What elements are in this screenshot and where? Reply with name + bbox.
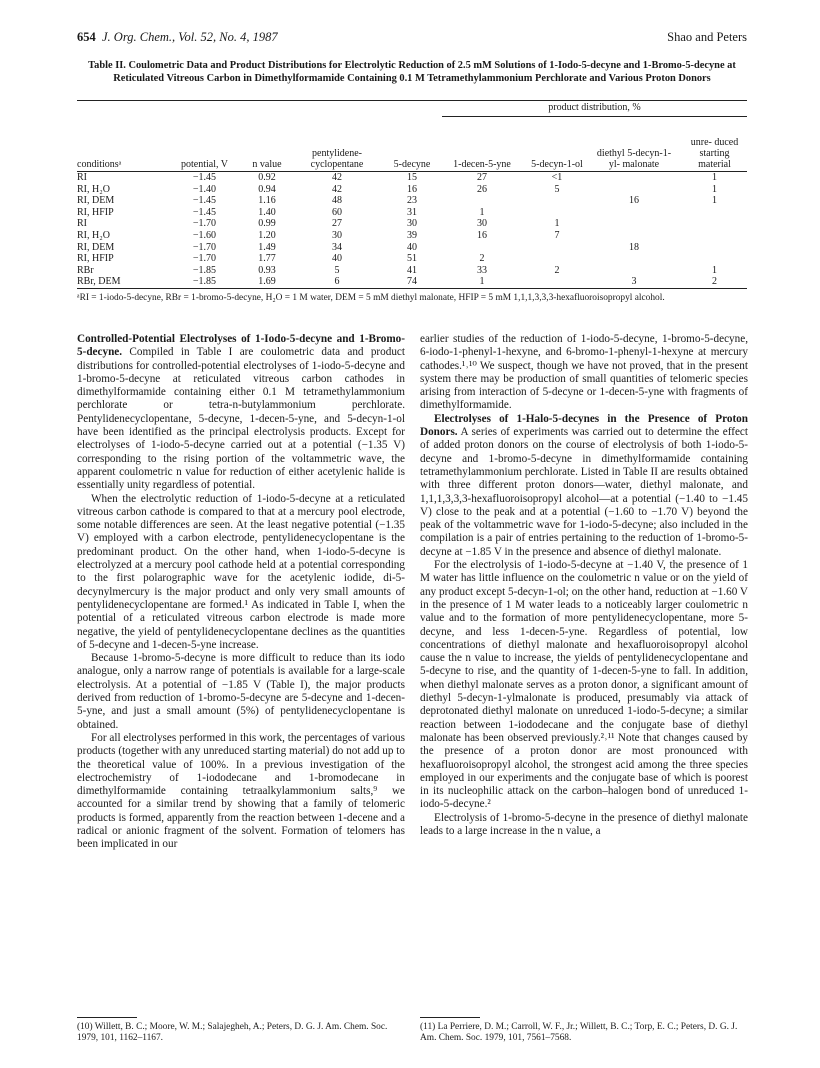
- table-cell: 18: [629, 241, 639, 253]
- section-heading: Controlled-Potential Electrolyses of 1-Iodo-5-decyne and 1-Bromo-5-decyne.: [77, 333, 405, 359]
- table-cell: 6: [334, 276, 340, 288]
- table-cell: RBr, DEM: [77, 276, 121, 288]
- paragraph: [420, 413, 748, 559]
- col-header-text: 1-decen-5-yne: [453, 159, 511, 170]
- table-row: [77, 253, 747, 265]
- table-cell: RI, DEM: [77, 241, 115, 253]
- table-cell: 7: [554, 229, 560, 241]
- table-cell: 51: [407, 253, 417, 265]
- table-cell: 3: [631, 276, 637, 288]
- paragraph: Electrolysis of 1-bromo-5-decyne in the presence of diethyl malonate leads to a large increase in the n value, a: [420, 811, 748, 837]
- table-cell: 1: [712, 183, 717, 195]
- reference-10: (10) Willett, B. C.; Moore, W. M.; Salajegheh, A.; Peters, D. G. J. Am. Chem. Soc. 1979, 101, 1162–1167.: [77, 1022, 388, 1043]
- table-cell: 41: [407, 264, 417, 276]
- table-row: [77, 184, 747, 196]
- table-cell: 26: [477, 183, 487, 195]
- table-cell: 74: [407, 276, 417, 288]
- table-cell: 0.99: [258, 218, 276, 230]
- table-cell: −1.85: [192, 276, 217, 288]
- table-cell: 27: [332, 218, 342, 230]
- col-header-text: 5-decyne: [393, 159, 431, 170]
- table-cell: 1: [712, 195, 717, 207]
- table-cell: 1: [712, 264, 717, 276]
- journal-citation: J. Org. Chem., Vol. 52, No. 4, 1987: [102, 30, 278, 44]
- table-cell: 33: [477, 264, 487, 276]
- body-column-left: [77, 333, 405, 852]
- table-cell: 0.94: [258, 183, 276, 195]
- col-header-n-value: [242, 118, 292, 170]
- col-header-unreduced: [682, 118, 747, 170]
- table-cell: 40: [332, 253, 342, 265]
- table-body: [77, 172, 747, 288]
- footnote-rule-right: [420, 1017, 480, 1018]
- table-cell: 5: [334, 264, 340, 276]
- group-header: product distribution, %: [548, 102, 641, 113]
- paragraph: earlier studies of the reduction of 1-iodo-5-decyne, 1-bromo-5-decyne, 6-iodo-1-phenyl-1-hexyne, and 6-bromo-1-phenyl-1-hexyne at mercury cathodes.¹˒¹⁰ We suspect, though we have not proved, that in the present system there may be production of small quantities of telomeric species arising from interaction of 5-decyne or 1-decen-5-yne with fragments of dimethylformamide.: [420, 333, 748, 412]
- table-cell: 1.20: [258, 229, 276, 241]
- table-row: [77, 276, 747, 288]
- running-head-left: [77, 30, 278, 45]
- col-header-text: n value: [252, 159, 282, 170]
- table-cell: 16: [477, 229, 487, 241]
- table-cell: RI, H₂O: [77, 183, 110, 195]
- table-cell: 39: [407, 229, 417, 241]
- table-row: [77, 265, 747, 277]
- table-cell: RI, DEM: [77, 195, 115, 207]
- col-header-text: 5-decyn-1-ol: [531, 159, 583, 170]
- table-cell: 5: [554, 183, 560, 195]
- table-cell: 48: [332, 195, 342, 207]
- table-row: [77, 218, 747, 230]
- table-cell: −1.45: [192, 172, 217, 183]
- body-column-right: [420, 333, 748, 838]
- table-cell: RBr: [77, 264, 94, 276]
- col-header-5-decyn-1-ol: [522, 118, 592, 170]
- table-cell: 34: [332, 241, 342, 253]
- table-cell: 1: [479, 206, 485, 218]
- reference-11: (11) La Perriere, D. M.; Carroll, W. F., Jr.; Willett, B. C.; Torp, E. C.; Peters, D. G. J. Am. Chem. Soc. 1979, 101, 7561–7568.: [420, 1022, 738, 1043]
- table-cell: 16: [407, 183, 417, 195]
- table-cell: −1.45: [192, 195, 217, 207]
- table-cell: 30: [407, 218, 417, 230]
- col-header-text: pentylidene- cyclopentane: [310, 148, 364, 170]
- table-cell: 0.93: [258, 264, 276, 276]
- table-cell: 15: [407, 172, 417, 183]
- table-row: [77, 172, 747, 184]
- table-row: [77, 207, 747, 219]
- col-header-text: conditionsᵃ: [77, 159, 122, 170]
- paragraph: [77, 333, 405, 493]
- table-bottom-rule: [77, 288, 747, 289]
- table-cell: 2: [554, 264, 560, 276]
- table-cell: 1: [479, 276, 485, 288]
- table-cell: −1.40: [192, 183, 217, 195]
- table-cell: 23: [407, 195, 417, 207]
- col-header-5-decyne: [382, 118, 442, 170]
- table-cell: 0.92: [258, 172, 276, 183]
- col-header-text: potential, V: [180, 159, 229, 170]
- col-header-text: diethyl 5-decyn-1-yl- malonate: [596, 148, 672, 170]
- col-header-potential: [167, 118, 242, 170]
- col-header-1-decen-5-yne: [442, 118, 522, 170]
- table-top-rule: [77, 100, 747, 101]
- col-header-conditions: [77, 118, 167, 170]
- table-cell: 1.40: [258, 206, 276, 218]
- table-caption: Table II. Coulometric Data and Product Distributions for Electrolytic Reduction of 2.5 mM Solutions of 1-Iodo-5-decyne and 1-Bromo-5-decyne at Reticulated Vitreous Carbon in Dimethylformamide Containing 0.1 M Tetramethylammonium Perchlorate and Various Proton Donors: [88, 60, 736, 84]
- running-head-authors: Shao and Peters: [667, 30, 747, 44]
- table-cell: 1.16: [258, 195, 276, 207]
- paragraph: For all electrolyses performed in this work, the percentages of various products (together with any unreduced starting material) do not add up to the theoretical value of 100%. In a previous investigation of the electrochemistry of 1-iododecane and 1-bromodecane in dimethylformamide containing tetraalkylammonium salts,⁹ we accounted for a similar trend by showing that a family of telomeric products is formed, apparently from the reaction between 1-decene and a radical or anionic fragment of the solvent. Formation of telomers has been implicated in our: [77, 731, 405, 851]
- group-header-rule: [442, 116, 747, 117]
- table-row: [77, 242, 747, 254]
- table-cell: 1.49: [258, 241, 276, 253]
- table-cell: 27: [477, 172, 487, 183]
- col-header-diethyl-malonate: [594, 118, 674, 170]
- table-cell: −1.70: [192, 253, 217, 265]
- table-row: [77, 230, 747, 242]
- page-number: 654: [77, 30, 96, 44]
- table-cell: 2: [712, 276, 717, 288]
- table-cell: 1.77: [258, 253, 276, 265]
- table-cell: 30: [477, 218, 487, 230]
- col-header-text: unre- duced starting material: [690, 137, 739, 170]
- table-cell: −1.60: [192, 229, 217, 241]
- table-cell: 42: [332, 172, 342, 183]
- table-cell: 42: [332, 183, 342, 195]
- paragraph: For the electrolysis of 1-iodo-5-decyne at −1.40 V, the presence of 1 M water has little influence on the coulometric n value or on the yield of any product except 5-decyn-1-ol; on the other hand, reduction at −1.60 V in the presence of 1 M water leads to a noticeably larger coulometric n value and to the formation of more pentylidenecyclopentane, more 5-decyne, and less 1-decen-5-yne. Regardless of potential, low concentrations of diethyl malonate and hexafluoroisopropyl alcohol cause the n value to increase, the yields of pentylidenecyclopentane and 5-decyne to rise, and the quantity of 1-decen-5-yne to fall. In addition, when diethyl malonate serves as a proton donor, a significant amount of diethyl 5-decyn-1-ylmalonate is produced, presumably via attack of deprotonated diethyl malonate on unreduced 1-iodo-5-decyne; a similar reaction between 1-iododecane and the conjugate base of diethyl malonate has been observed previously.²˒¹¹ Note that changes caused by the presence of a proton donor are most pronounced with hexafluoroisopropyl alcohol, the strongest acid among the three species employed in our experiments and the conjugate base of which is poorest in its nucleophilic attack on the carbon–halogen bond of unreduced 1-iodo-5-decyne.²: [420, 559, 748, 811]
- table-cell: −1.85: [192, 264, 217, 276]
- table-cell: RI, HFIP: [77, 253, 114, 265]
- table-cell: RI, H₂O: [77, 229, 110, 241]
- table-cell: 16: [629, 195, 639, 207]
- paragraph-text: A series of experiments was carried out to determine the effect of added proton donors on the course of electrolysis of both 1-iodo-5-decyne and 1-bromo-5-decyne in dimethylformamide containing tetramethylammonium perchlorate. Listed in Table II are results obtained with three different proton donors—water, diethyl malonate, and 1,1,1,3,3,3-hexafluoroisopropyl alcohol—at a potential (−1.40 to −1.45 V) close to the peak and at a potential (−1.60 to −1.70 V) beyond the peak of the voltammetric wave for 1-iodo-5-decyne; also included in the compilation is a pair of entries pertaining to the reduction of 1-bromo-5-decyne at −1.85 V in the presence and absence of diethyl malonate.: [420, 426, 748, 558]
- col-header-pentylidenecyclopentane: [292, 118, 382, 170]
- section-heading: Electrolyses of 1-Halo-5-decynes in the Presence of Proton Donors.: [420, 412, 748, 439]
- table-cell: RI: [77, 172, 87, 183]
- table-cell: 1: [554, 218, 560, 230]
- paragraph: When the electrolytic reduction of 1-iodo-5-decyne at a reticulated vitreous carbon cathode is compared to that at a mercury pool electrode, some notable differences are seen. At the least negative potential (−1.35 V) employed with a carbon electrode, pentylidenecyclopentane is the predominant product. On the other hand, when 1-iodo-5-decyne is electrolyzed at a mercury pool cathode held at a potential corresponding to the first polarographic wave for the acetylenic iodide, di-5-decynylmercury is the major product and only very small amounts of pentylidenecyclopentane are formed.¹ As indicated in Table I, when the potential of a reticulated vitreous carbon electrode is made more negative, the yield of pentylidenecyclopentane declines as the quantities of 5-decyne and 1-decen-5-yne increase.: [77, 492, 405, 651]
- footnote-rule-left: [77, 1017, 137, 1018]
- table-cell: 30: [332, 229, 342, 241]
- table-cell: 40: [407, 241, 417, 253]
- table-cell: 2: [479, 253, 485, 265]
- table-cell: RI: [77, 218, 87, 230]
- table-cell: −1.70: [192, 218, 217, 230]
- table-cell: 1.69: [258, 276, 276, 288]
- table-cell: 31: [407, 206, 417, 218]
- paragraph: Because 1-bromo-5-decyne is more difficult to reduce than its iodo analogue, only a narrow range of potentials is available for a large-scale electrolysis. At a potential of −1.85 V (Table I), the major products derived from reduction of 1-bromo-5-decyne are 5-decyne and 1-decen-5-yne, and just a small amount (5%) of pentylidenecyclopentane is obtained.: [77, 652, 405, 731]
- table-footnote: ᵃRI = 1-iodo-5-decyne, RBr = 1-bromo-5-decyne, H₂O = 1 M water, DEM = 5 mM diethyl malonate, HFIP = 5 mM 1,1,1,3,3,3-hexafluoroisopropyl alcohol.: [77, 293, 665, 303]
- table-row: [77, 195, 747, 207]
- table-cell: 60: [332, 206, 342, 218]
- table-cell: 1: [712, 172, 717, 183]
- table-cell: <1: [551, 172, 563, 183]
- running-head: [77, 30, 747, 48]
- table-cell: −1.70: [192, 241, 217, 253]
- table-cell: RI, HFIP: [77, 206, 114, 218]
- table-cell: −1.45: [192, 206, 217, 218]
- paragraph-text: Compiled in Table I are coulometric data and product distributions for controlled-potential electrolyses of 1-iodo-5-decyne and 1-bromo-5-decyne at reticulated vitreous carbon cathodes in dimethylformamide containing either 0.1 M tetramethylammonium perchlorate or tetra-n-butylammonium perchlorate. Pentylidenecyclopentane, 5-decyne, 1-decen-5-yne, and 5-decyn-1-ol have been identified as the principal electrolysis products. Except for electrolyses of 1-iodo-5-decyne carried out at a potential (−1.35 V) corresponding to the rising portion of the voltammetric wave, the apparent coulometric n value for reduction of either acetylenic halide is essentially unity regardless of potential.: [77, 346, 406, 492]
